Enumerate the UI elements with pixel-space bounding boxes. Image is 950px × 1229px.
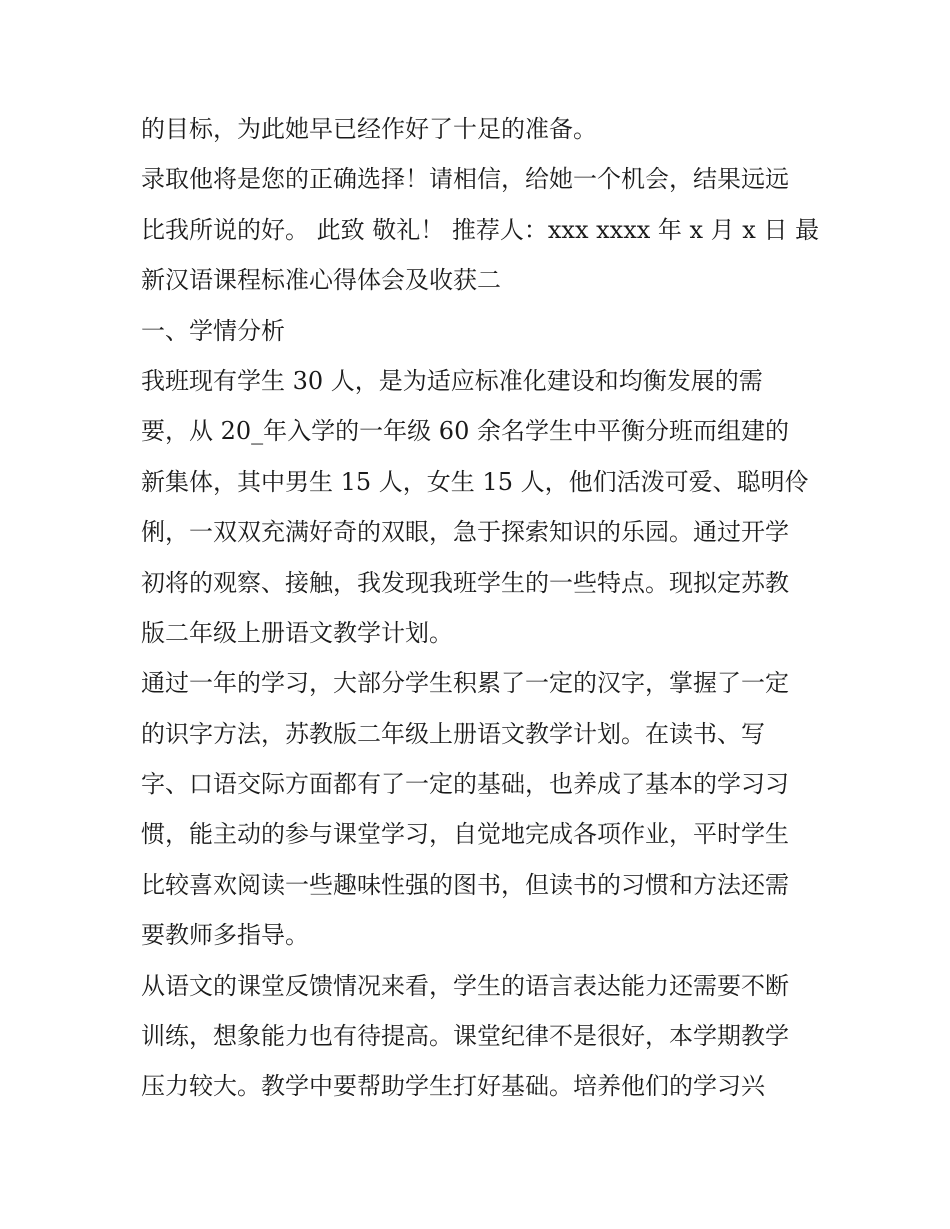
text-line: 惯，能主动的参与课堂学习，自觉地完成各项作业，平时学生 [141, 820, 789, 849]
text-line: 的目标，为此她早已经作好了十足的准备。 [141, 115, 597, 143]
text-line: 比较喜欢阅读一些趣味性强的图书，但读书的习惯和方法还需 [141, 870, 789, 899]
text-line: 训练，想象能力也有待提高。课堂纪律不是很好，本学期教学 [141, 1022, 789, 1051]
text-line: 新集体，其中男生 15 人，女生 15 人，他们活泼可爱、聪明伶 [141, 467, 809, 496]
text-line: 通过一年的学习，大部分学生积累了一定的汉字，掌握了一定 [141, 669, 789, 698]
text-line: 比我所说的好。 此致 敬礼！ 推荐人：xxx xxxx 年 x 月 x 日 最 [141, 215, 820, 244]
text-line: 要教师多指导。 [141, 921, 309, 950]
document-body [141, 104, 821, 1112]
section-heading: 一、学情分析 [141, 316, 285, 345]
text-line: 要，从 20_年入学的一年级 60 余名学生中平衡分班而组建的 [141, 417, 789, 446]
text-line: 的识字方法，苏教版二年级上册语文教学计划。在读书、写 [141, 719, 765, 748]
text-line: 压力较大。教学中要帮助学生打好基础。培养他们的学习兴 [141, 1072, 765, 1101]
text-line: 我班现有学生 30 人，是为适应标准化建设和均衡发展的需 [141, 366, 763, 395]
text-line: 录取他将是您的正确选择！请相信，给她一个机会，结果远远 [141, 165, 789, 194]
text-line: 从语文的课堂反馈情况来看，学生的语言表达能力还需要不断 [141, 971, 789, 1000]
text-line: 俐，一双双充满好奇的双眼，急于探索知识的乐园。通过开学 [141, 518, 789, 547]
text-line: 版二年级上册语文教学计划。 [141, 618, 453, 647]
text-line: 新汉语课程标准心得体会及收获二 [141, 266, 501, 295]
text-line: 初将的观察、接触，我发现我班学生的一些特点。现拟定苏教 [141, 568, 789, 597]
text-line: 字、口语交际方面都有了一定的基础，也养成了基本的学习习 [141, 770, 789, 799]
